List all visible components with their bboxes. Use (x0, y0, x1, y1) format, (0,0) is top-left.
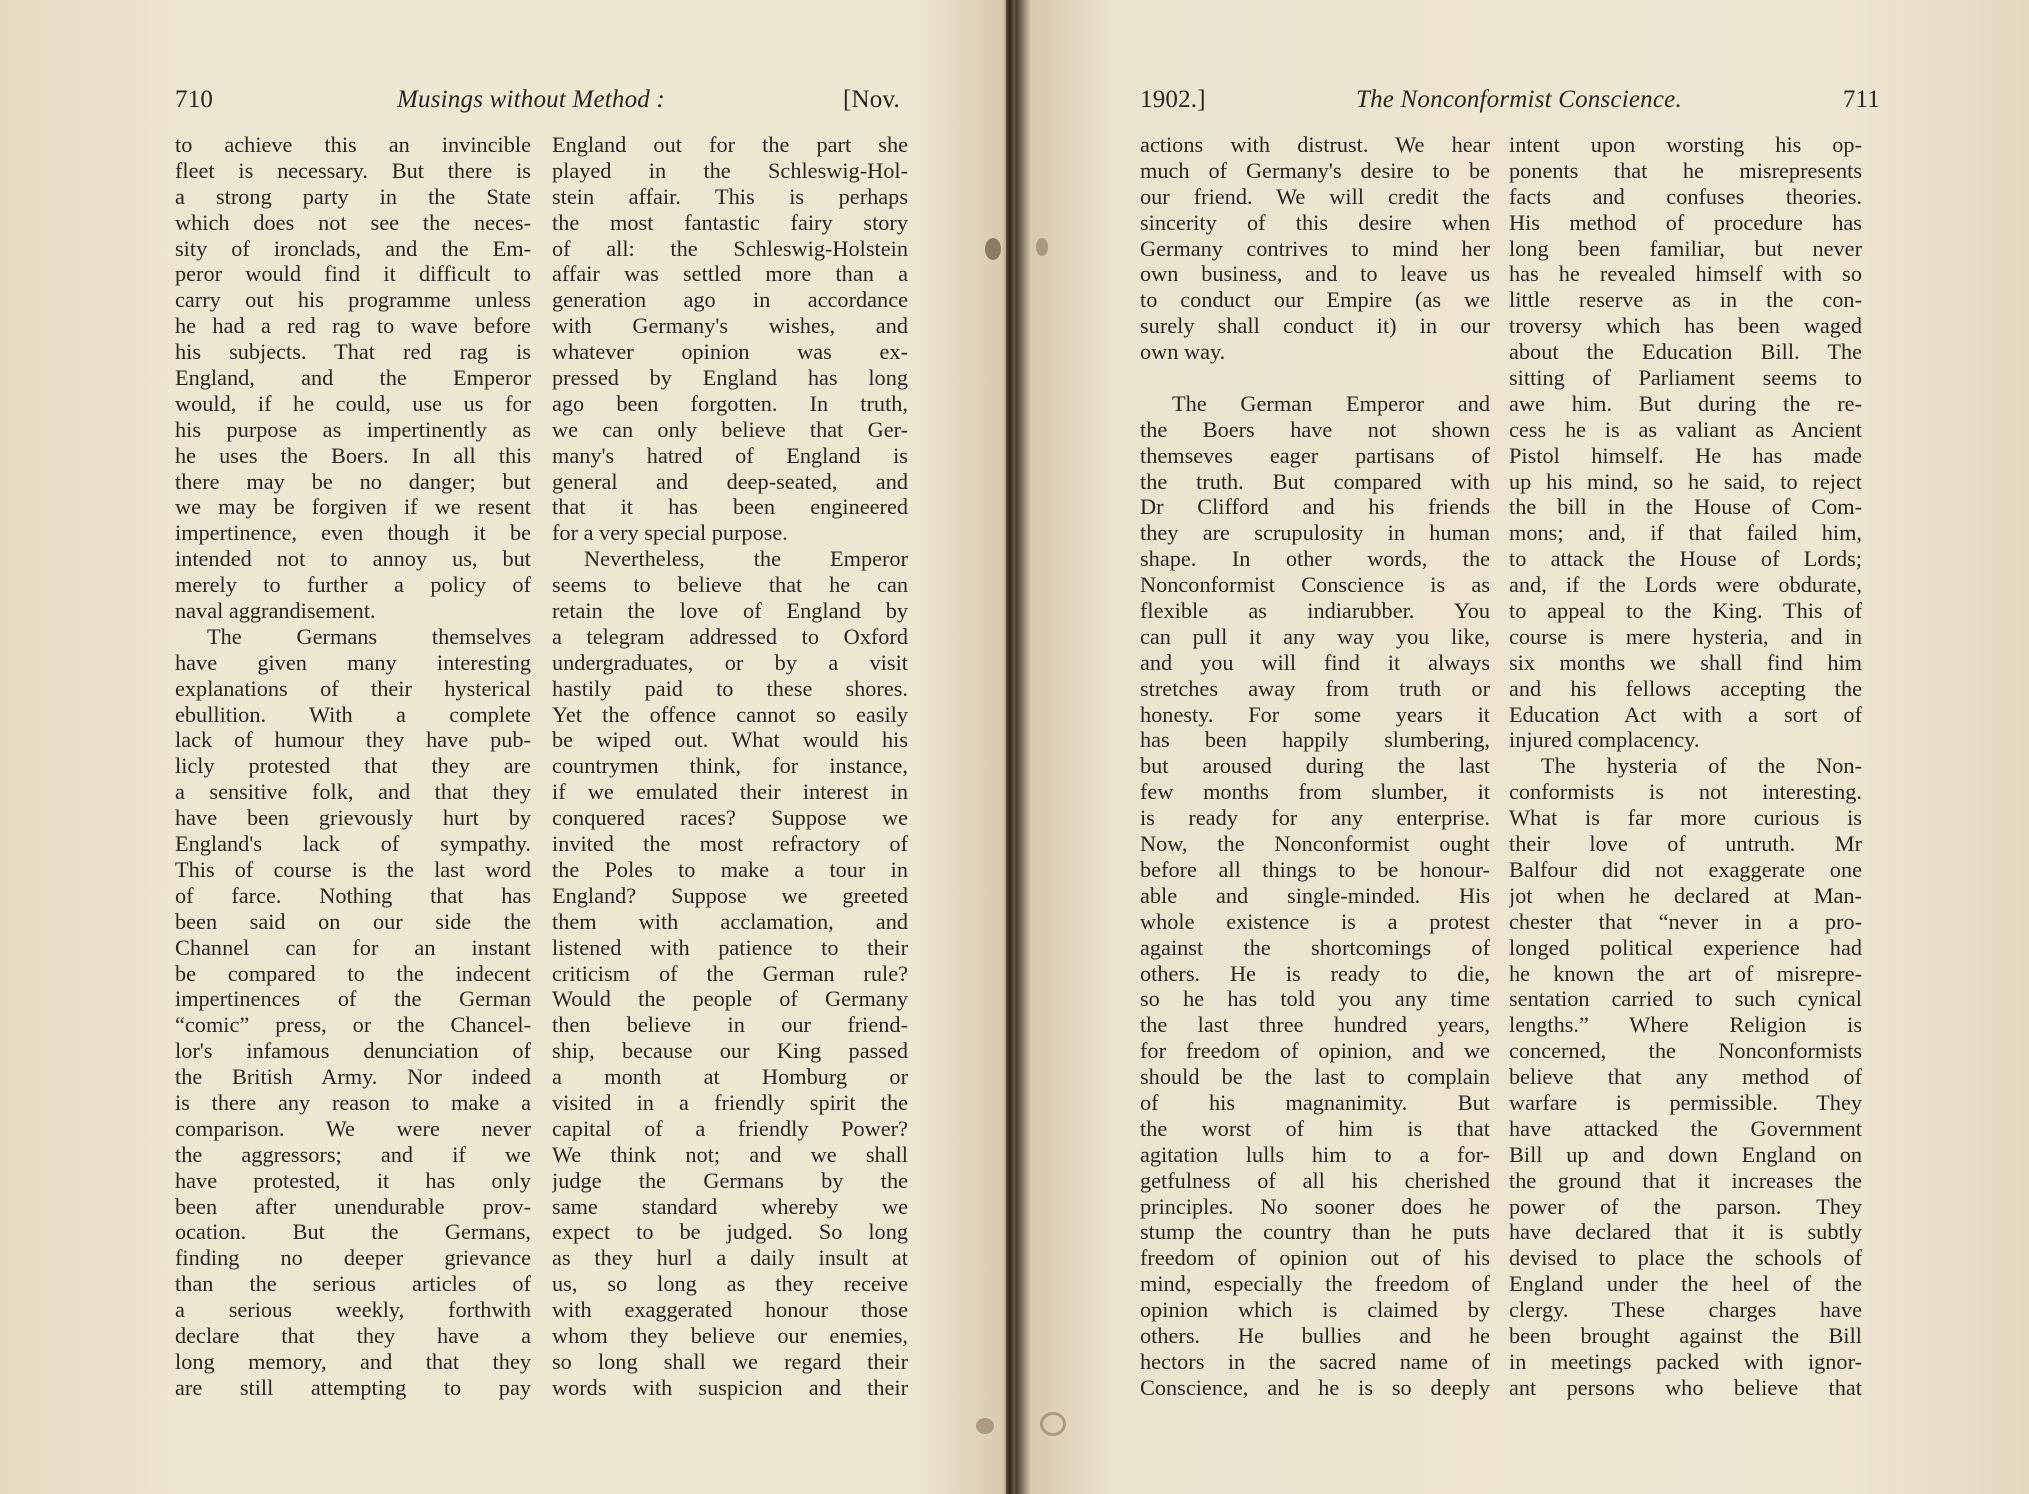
text-line: Would the people of Germany (552, 986, 908, 1012)
text-line: long memory, and that they (175, 1348, 531, 1374)
text-line: the aggressors; and if we (175, 1141, 531, 1167)
text-line: generation ago in accordance (552, 287, 908, 313)
text-line: conquered races? Suppose we (552, 805, 908, 831)
text-line: have given many interesting (175, 649, 531, 675)
text-line: cess he is as valiant as Ancient (1509, 416, 1862, 442)
text-column-2 (1509, 132, 1862, 1401)
text-line: ship, because our King passed (552, 1038, 908, 1064)
text-line: chester that “never in a pro- (1509, 908, 1862, 934)
text-line: ago been forgotten. In truth, (552, 390, 908, 416)
text-line: should be the last to complain (1140, 1064, 1490, 1090)
text-line: about the Education Bill. The (1509, 339, 1862, 365)
text-line: capital of a friendly Power? (552, 1115, 908, 1141)
text-line: sentation carried to such cynical (1509, 986, 1862, 1012)
text-line: in meetings packed with ignor- (1509, 1348, 1862, 1374)
text-line: affair was settled more than a (552, 261, 908, 287)
text-line: them with acclamation, and (552, 908, 908, 934)
text-line: own way. (1140, 339, 1226, 365)
text-line: and you will find it always (1140, 649, 1490, 675)
text-line: a sensitive folk, and that they (175, 779, 531, 805)
text-line: there may be no danger; but (175, 468, 531, 494)
text-line: shape. In other words, the (1140, 546, 1490, 572)
text-line: words with suspicion and their (552, 1374, 908, 1400)
text-line: his subjects. That red rag is (175, 339, 531, 365)
text-line: his purpose as impertinently as (175, 416, 531, 442)
text-line: ebullition. With a complete (175, 701, 531, 727)
text-line: have attacked the Government (1509, 1115, 1862, 1141)
text-line: as they hurl a daily insult at (552, 1245, 908, 1271)
text-line: the Poles to make a tour in (552, 856, 908, 882)
text-line: longed political experience had (1509, 934, 1862, 960)
text-line: our friend. We will credit the (1140, 183, 1490, 209)
text-line: the ground that it increases the (1509, 1167, 1862, 1193)
text-line: actions with distrust. We hear (1140, 132, 1490, 157)
text-line: ant persons who believe that (1509, 1374, 1862, 1400)
running-title: Musings without Method : (397, 86, 665, 113)
text-line: licly protested that they are (175, 753, 531, 779)
text-line: have been grievously hurt by (175, 805, 531, 831)
text-line: judge the Germans by the (552, 1167, 908, 1193)
text-line: concerned, the Nonconformists (1509, 1038, 1862, 1064)
text-line: to appeal to the King. This of (1509, 598, 1862, 624)
text-line: whatever opinion was ex- (552, 339, 908, 365)
right-page (1020, 0, 2029, 1494)
text-line: This of course is the last word (175, 856, 531, 882)
text-line: Now, the Nonconformist ought (1140, 831, 1490, 857)
text-line: mons; and, if that failed him, (1509, 520, 1862, 546)
text-line: invited the most refractory of (552, 831, 908, 857)
text-line: are still attempting to pay (175, 1374, 531, 1400)
text-line: and, if the Lords were obdurate, (1509, 572, 1862, 598)
text-line: pressed by England has long (552, 365, 908, 391)
issue-label: 1902.] (1140, 86, 1206, 113)
text-line: honesty. For some years it (1140, 701, 1490, 727)
text-line: of farce. Nothing that has (175, 882, 531, 908)
text-line: much of Germany's desire to be (1140, 157, 1490, 183)
text-line: finding no deeper grievance (175, 1245, 531, 1271)
text-line: be wiped out. What would his (552, 727, 908, 753)
text-line: lengths.” Where Religion is (1509, 1012, 1862, 1038)
text-line: clergy. These charges have (1509, 1297, 1862, 1323)
text-line: many's hatred of England is (552, 442, 908, 468)
text-line: hastily paid to these shores. (552, 675, 908, 701)
binding-thread (985, 238, 1001, 260)
text-line: undergraduates, or by a visit (552, 649, 908, 675)
text-line: visited in a friendly spirit the (552, 1089, 908, 1115)
text-line: so he has told you any time (1140, 986, 1490, 1012)
text-line: awe him. But during the re- (1509, 390, 1862, 416)
text-line: We think not; and we shall (552, 1141, 908, 1167)
text-line: surely shall conduct it) in our (1140, 313, 1490, 339)
text-line: opinion which is claimed by (1140, 1297, 1490, 1323)
text-line: then believe in our friend- (552, 1012, 908, 1038)
text-line: up his mind, so he said, to reject (1509, 468, 1862, 494)
text-line: impertinences of the German (175, 986, 531, 1012)
page-number: 710 (175, 86, 214, 113)
text-line: England's lack of sympathy. (175, 831, 531, 857)
text-line: has he revealed himself with so (1509, 261, 1862, 287)
text-line: Dr Clifford and his friends (1140, 494, 1490, 520)
text-line: Nonconformist Conscience is as (1140, 572, 1490, 598)
text-line: whom they believe our enemies, (552, 1322, 908, 1348)
text-line: few months from slumber, it (1140, 779, 1490, 805)
text-line: and his fellows accepting the (1509, 675, 1862, 701)
text-line: if we emulated their interest in (552, 779, 908, 805)
page-number: 711 (1842, 86, 1880, 113)
text-line: we can only believe that Ger- (552, 416, 908, 442)
text-line: he uses the Boers. In all this (175, 442, 531, 468)
text-line: general and deep-seated, and (552, 468, 908, 494)
text-line: power of the parson. They (1509, 1193, 1862, 1219)
text-line: freedom of opinion out of his (1140, 1245, 1490, 1271)
text-line: The German Emperor and (1172, 390, 1490, 416)
text-line: sincerity of this desire when (1140, 209, 1490, 235)
text-line: their love of untruth. Mr (1509, 831, 1862, 857)
text-line: Pistol himself. He has made (1509, 442, 1862, 468)
text-line: stretches away from truth or (1140, 675, 1490, 701)
text-line: been brought against the Bill (1509, 1322, 1862, 1348)
text-line: the bill in the House of Com- (1509, 494, 1862, 520)
text-line: comparison. We were never (175, 1115, 531, 1141)
text-line: to conduct our Empire (as we (1140, 287, 1490, 313)
text-line: His method of procedure has (1509, 209, 1862, 235)
text-line: principles. No sooner does he (1140, 1193, 1490, 1219)
text-line: which does not see the neces- (175, 209, 531, 235)
text-line: before all things to be honour- (1140, 856, 1490, 882)
text-line: the last three hundred years, (1140, 1012, 1490, 1038)
text-line: “comic” press, or the Chancel- (175, 1012, 531, 1038)
text-line: with Germany's wishes, and (552, 313, 908, 339)
text-line: The Germans themselves (207, 623, 531, 649)
binding-thread (976, 1418, 994, 1434)
text-line: he had a red rag to wave before (175, 313, 531, 339)
text-line: Balfour did not exaggerate one (1509, 856, 1862, 882)
text-line: explanations of their hysterical (175, 675, 531, 701)
text-line: to attack the House of Lords; (1509, 546, 1862, 572)
text-line: little reserve as in the con- (1509, 287, 1862, 313)
text-line: intended not to annoy us, but (175, 546, 531, 572)
text-line: devised to place the schools of (1509, 1245, 1862, 1271)
text-line: has been happily slumbering, (1140, 727, 1490, 753)
text-line: lack of humour they have pub- (175, 727, 531, 753)
text-line: six months we shall find him (1509, 649, 1862, 675)
text-line: Education Act with a sort of (1509, 701, 1862, 727)
text-line: played in the Schleswig-Hol- (552, 157, 908, 183)
text-line: declare that they have a (175, 1322, 531, 1348)
book-gutter (1006, 0, 1014, 1494)
text-line: Nevertheless, the Emperor (584, 546, 908, 572)
text-line: The hysteria of the Non- (1541, 753, 1862, 779)
text-line: agitation lulls him to a for- (1140, 1141, 1490, 1167)
text-line: able and single-minded. His (1140, 882, 1490, 908)
text-line: the British Army. Nor indeed (175, 1064, 531, 1090)
text-line: the most fantastic fairy story (552, 209, 908, 235)
text-line: fleet is necessary. But there is (175, 157, 531, 183)
text-line: same standard whereby we (552, 1193, 908, 1219)
text-line: What is far more curious is (1509, 805, 1862, 831)
text-line: is ready for any enterprise. (1140, 805, 1490, 831)
text-line: England out for the part she (552, 132, 908, 157)
text-line: course is mere hysteria, and in (1509, 623, 1862, 649)
text-line: we may be forgiven if we resent (175, 494, 531, 520)
text-line: themseves eager partisans of (1140, 442, 1490, 468)
text-line: with exaggerated honour those (552, 1297, 908, 1323)
text-line: that it has been engineered (552, 494, 908, 520)
text-line: sitting of Parliament seems to (1509, 365, 1862, 391)
text-column-1 (1140, 132, 1490, 1401)
text-line: others. He bullies and he (1140, 1322, 1490, 1348)
text-line: flexible as indiarubber. You (1140, 598, 1490, 624)
text-line: intent upon worsting his op- (1509, 132, 1862, 157)
text-line: peror would find it difficult to (175, 261, 531, 287)
text-line: been said on our side the (175, 908, 531, 934)
text-line: whole existence is a protest (1140, 908, 1490, 934)
text-line: conformists is not interesting. (1509, 779, 1862, 805)
text-line: for a very special purpose. (552, 520, 788, 546)
text-line: us, so long as they receive (552, 1271, 908, 1297)
text-line: criticism of the German rule? (552, 960, 908, 986)
text-line: expect to be judged. So long (552, 1219, 908, 1245)
left-page (0, 0, 1010, 1494)
text-column-1 (175, 132, 531, 1401)
text-line: merely to further a policy of (175, 572, 531, 598)
text-line: warfare is permissible. They (1509, 1089, 1862, 1115)
text-line: injured complacency. (1509, 727, 1700, 753)
text-line: carry out his programme unless (175, 287, 531, 313)
running-title: The Nonconformist Conscience. (1356, 86, 1682, 113)
text-line: England? Suppose we greeted (552, 882, 908, 908)
text-line: a serious weekly, forthwith (175, 1297, 531, 1323)
text-line: stump the country than he puts (1140, 1219, 1490, 1245)
text-line: impertinence, even though it be (175, 520, 531, 546)
text-line: but aroused during the last (1140, 753, 1490, 779)
text-line: believe that any method of (1509, 1064, 1862, 1090)
text-line: England under the heel of the (1509, 1271, 1862, 1297)
text-line: be compared to the indecent (175, 960, 531, 986)
text-line: they are scrupulosity in human (1140, 520, 1490, 546)
left-page-header (175, 86, 900, 118)
text-line: jot when he declared at Man- (1509, 882, 1862, 908)
text-line: of all: the Schleswig-Holstein (552, 235, 908, 261)
text-line: Channel can for an instant (175, 934, 531, 960)
text-line: than the serious articles of (175, 1271, 531, 1297)
right-page-header (1140, 86, 1880, 118)
text-line: ocation. But the Germans, (175, 1219, 531, 1245)
text-line: stein affair. This is perhaps (552, 183, 908, 209)
text-line: Conscience, and he is so deeply (1140, 1374, 1490, 1400)
text-line: a month at Homburg or (552, 1064, 908, 1090)
text-line: getfulness of all his cherished (1140, 1167, 1490, 1193)
text-line (1140, 365, 1490, 391)
text-line: seems to believe that he can (552, 572, 908, 598)
text-line: naval aggrandisement. (175, 598, 376, 624)
text-line: against the shortcomings of (1140, 934, 1490, 960)
text-line: a telegram addressed to Oxford (552, 623, 908, 649)
text-line: others. He is ready to die, (1140, 960, 1490, 986)
text-line: is there any reason to make a (175, 1089, 531, 1115)
text-line: sity of ironclads, and the Em- (175, 235, 531, 261)
text-line: Bill up and down England on (1509, 1141, 1862, 1167)
text-line: mind, especially the freedom of (1140, 1271, 1490, 1297)
text-line: for freedom of opinion, and we (1140, 1038, 1490, 1064)
text-line: listened with patience to their (552, 934, 908, 960)
text-line: would, if he could, use us for (175, 390, 531, 416)
text-line: long been familiar, but never (1509, 235, 1862, 261)
text-line: troversy which has been waged (1509, 313, 1862, 339)
text-line: of his magnanimity. But (1140, 1089, 1490, 1115)
text-line: he known the art of misrepre- (1509, 960, 1862, 986)
text-line: countrymen think, for instance, (552, 753, 908, 779)
text-line: the truth. But compared with (1140, 468, 1490, 494)
text-line: own business, and to leave us (1140, 261, 1490, 287)
text-line: lor's infamous denunciation of (175, 1038, 531, 1064)
text-line: a strong party in the State (175, 183, 531, 209)
text-line: retain the love of England by (552, 598, 908, 624)
issue-label: [Nov. (842, 86, 900, 113)
text-line: hectors in the sacred name of (1140, 1348, 1490, 1374)
text-line: England, and the Emperor (175, 365, 531, 391)
text-line: have protested, it has only (175, 1167, 531, 1193)
text-line: the Boers have not shown (1140, 416, 1490, 442)
text-line: have declared that it is subtly (1509, 1219, 1862, 1245)
text-line: can pull it any way you like, (1140, 623, 1490, 649)
text-line: been after unendurable prov- (175, 1193, 531, 1219)
text-line: the worst of him is that (1140, 1115, 1490, 1141)
text-line: Germany contrives to mind her (1140, 235, 1490, 261)
text-line: so long shall we regard their (552, 1348, 908, 1374)
text-line: Yet the offence cannot so easily (552, 701, 908, 727)
text-line: facts and confuses theories. (1509, 183, 1862, 209)
text-column-2 (552, 132, 908, 1401)
text-line: ponents that he misrepresents (1509, 157, 1862, 183)
text-line: to achieve this an invincible (175, 132, 531, 157)
